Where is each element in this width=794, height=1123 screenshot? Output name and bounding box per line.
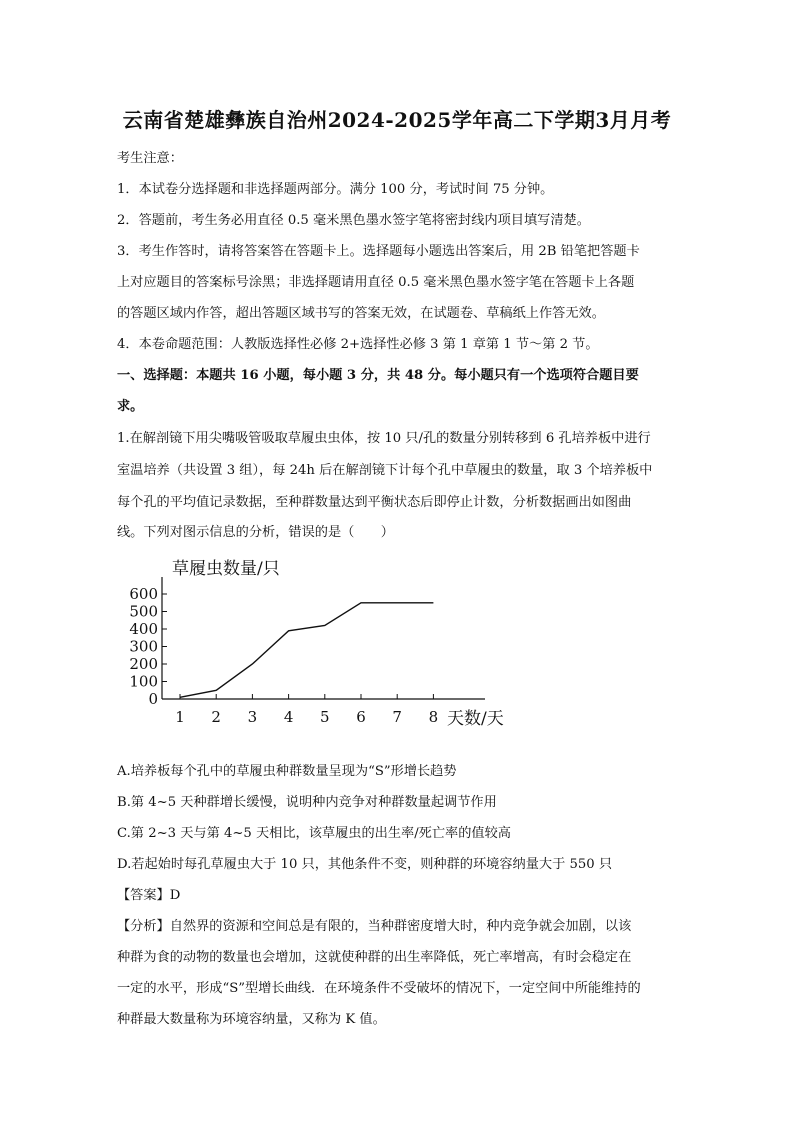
x-tick-label: 1 bbox=[175, 708, 185, 726]
notice-item: 2．答题前，考生务必用直径 0.5 毫米黑色墨水签字笔将密封线内项目填写清楚。 bbox=[117, 213, 590, 228]
question-stem: 室温培养（共设置 3 组），每 24h 后在解剖镜下计每个孔中草履虫的数量，取 3 个培养板中 bbox=[117, 463, 653, 478]
x-tick-label: 7 bbox=[392, 708, 402, 726]
notice-item: 4．本卷命题范围：人教版选择性必修 2+选择性必修 3 第 1 章第 1 节～第 2 节。 bbox=[117, 337, 599, 352]
analysis-line: 种群为食的动物的数量也会增加，这就使种群的出生率降低，死亡率增高，有时会稳定在 bbox=[117, 950, 632, 965]
section-heading-cont: 求。 bbox=[117, 399, 144, 414]
question-stem: 1.在解剖镜下用尖嘴吸管吸取草履虫虫体，按 10 只/孔的数量分别转移到 6 孔培养板中进行 bbox=[117, 431, 651, 446]
x-tick-label: 5 bbox=[320, 708, 330, 726]
x-tick-label: 6 bbox=[356, 708, 366, 726]
y-tick-label: 100 bbox=[129, 672, 158, 691]
analysis-line: 一定的水平，形成“S”型增长曲线．在环境条件不受破坏的情况下，一定空间中所能维持的 bbox=[117, 981, 641, 996]
y-tick-label: 600 bbox=[129, 585, 158, 603]
notice-item: 3．考生作答时，请将答案答在答题卡上。选择题每小题选出答案后，用 2B 铅笔把答题卡 bbox=[117, 244, 640, 259]
option-a: A.培养板每个孔中的草履虫种群数量呈现为“S”形增长趋势 bbox=[117, 764, 457, 779]
x-tick-label: 3 bbox=[247, 708, 258, 726]
y-tick-label: 500 bbox=[129, 602, 158, 621]
section-heading: 一、选择题：本题共 16 小题，每小题 3 分，共 48 分。每小题只有一个选项符合题目要 bbox=[117, 368, 639, 383]
y-tick-label: 400 bbox=[129, 620, 158, 638]
series-line bbox=[180, 603, 433, 698]
chart-ylabel: 草履虫数量/只 bbox=[172, 559, 280, 579]
y-tick-label: 300 bbox=[129, 637, 158, 656]
option-b: B.第 4~5 天种群增长缓慢，说明种内竞争对种群数量起调节作用 bbox=[117, 795, 497, 810]
analysis-line: 种群最大数量称为环境容纳量，又称为 K 值。 bbox=[117, 1012, 386, 1027]
notice-heading: 考生注意： bbox=[117, 151, 183, 166]
notice-item: 1．本试卷分选择题和非选择题两部分。满分 100 分，考试时间 75 分钟。 bbox=[117, 182, 554, 197]
analysis-line: 【分析】自然界的资源和空间总是有限的，当种群密度增大时，种内竞争就会加剧，以该 bbox=[117, 919, 632, 934]
answer: 【答案】D bbox=[117, 888, 181, 903]
notice-item: 的答题区域内作答，超出答题区域书写的答案无效，在试题卷、草稿纸上作答无效。 bbox=[117, 306, 605, 321]
chart-xlabel: 天数/天 bbox=[447, 709, 504, 729]
population-line-chart bbox=[117, 552, 537, 742]
y-tick-label: 200 bbox=[129, 655, 158, 673]
y-tick-label: 0 bbox=[148, 690, 158, 708]
x-tick-label: 8 bbox=[428, 708, 439, 726]
page-title: 云南省楚雄彝族自治州2024-2025学年高二下学期3月月考 bbox=[122, 108, 672, 132]
question-stem: 线。下列对图示信息的分析，错误的是（ ） bbox=[117, 525, 394, 540]
x-tick-label: 4 bbox=[283, 708, 294, 726]
option-c: C.第 2~3 天与第 4~5 天相比，该草履虫的出生率/死亡率的值较高 bbox=[117, 826, 511, 841]
x-tick-label: 2 bbox=[211, 708, 221, 726]
notice-item: 上对应题目的答案标号涂黑；非选择题请用直径 0.5 毫米黑色墨水签字笔在答题卡上各题 bbox=[117, 275, 635, 290]
option-d: D.若起始时每孔草履虫大于 10 只，其他条件不变，则种群的环境容纳量大于 550 只 bbox=[117, 857, 613, 872]
question-stem: 每个孔的平均值记录数据，至种群数量达到平衡状态后即停止计数，分析数据画出如图曲 bbox=[117, 495, 632, 510]
